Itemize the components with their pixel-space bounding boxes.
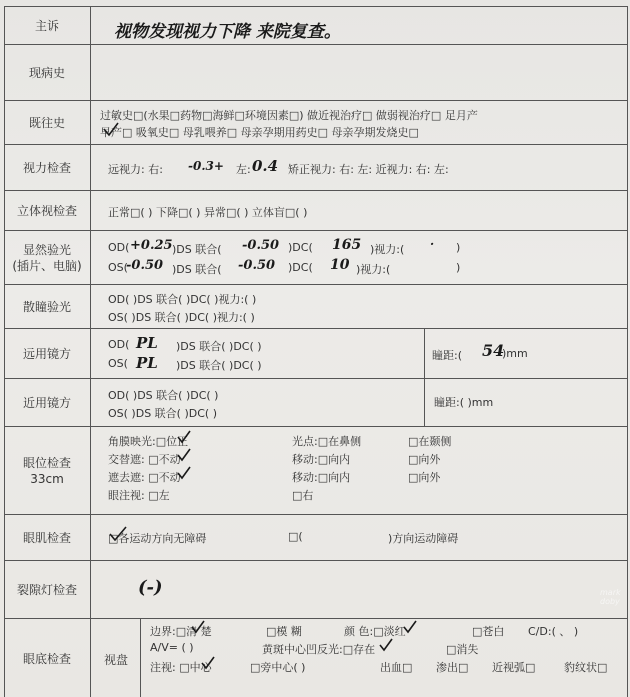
check-mark-icon [176, 465, 192, 481]
manifest-os-sphere: -0.50 [126, 258, 164, 273]
fundus-exudate: 渗出□ [436, 661, 469, 674]
row-present-illness [4, 44, 628, 101]
manifest-od-dc: )DC( [288, 241, 313, 254]
near-od: OD( )DS 联合( )DC( ) [108, 389, 219, 402]
check-mark-icon [102, 121, 120, 137]
distance-od-value: PL [136, 334, 158, 352]
cycloplegic-od: OD( )DS 联合( )DC( )视力:( ) [108, 293, 257, 306]
row-eye-position [4, 426, 628, 515]
present-illness-label: 现病史 [4, 45, 91, 101]
vision-far-right-prefix: 远视力: 右: [108, 163, 163, 176]
vision-label: 视力检查 [4, 145, 91, 191]
chief-complaint-handwriting: 视物发现视力下降 来院复查。 [114, 22, 341, 42]
check-mark-icon [200, 655, 216, 671]
fundus-tessellated: 豹纹状□ [564, 661, 608, 674]
row-slit-lamp [4, 560, 628, 619]
row-distance-prescription [4, 328, 628, 379]
check-mark-icon [176, 447, 192, 463]
watermark-logo: mark doby [600, 588, 621, 606]
position-alt-move-in: 移动:□向内 [292, 453, 351, 466]
distance-pd-unit: )mm [502, 347, 528, 360]
manifest-refraction-label-text: 显然验光 (插片、电脑) [12, 243, 82, 273]
manifest-os-ds: )DS 联合( [172, 263, 222, 276]
near-pd: 瞳距:( )mm [434, 396, 494, 409]
position-alt-move-out: □向外 [408, 453, 441, 466]
slit-lamp-value: (-) [138, 577, 163, 598]
check-mark-icon [190, 619, 206, 635]
near-os: OS( )DS 联合( )DC( ) [108, 407, 217, 420]
manifest-od-va: · [430, 237, 435, 251]
past-history-line1: 过敏史□(水果□药物□海鲜□环境因素□) 做近视治疗□ 做弱视治疗□ 足月产 [100, 109, 478, 122]
fundus-cd-ratio: C/D:( 、 ) [528, 625, 579, 638]
fundus-fixation-eccentric: □旁中心( ) [250, 661, 306, 674]
distance-os-value: PL [136, 354, 158, 372]
position-light-spot: 光点:□在鼻侧 [292, 435, 362, 448]
vision-far-right-value: -0.3+ [188, 159, 224, 173]
chief-complaint-label: 主诉 [4, 7, 91, 45]
row-fundus [4, 618, 628, 697]
row-past-history [4, 100, 628, 145]
fundus-av-ratio: A/V= ( ) [150, 641, 194, 654]
distance-os-rest: )DS 联合( )DC( ) [176, 359, 262, 372]
vision-far-left-value: 0.4 [252, 157, 279, 175]
check-mark-icon [378, 637, 394, 653]
muscle-restriction-close: )方向运动障碍 [388, 532, 459, 545]
check-mark-icon [402, 619, 418, 635]
distance-pd-divider [424, 329, 425, 379]
fundus-margin-blurred: □模 糊 [266, 625, 302, 638]
row-eye-muscle [4, 514, 628, 561]
distance-os-prefix: OS( [108, 357, 128, 370]
row-near-prescription [4, 378, 628, 427]
fundus-myopic-crescent: 近视弧□ [492, 661, 536, 674]
fundus-sub-divider [140, 619, 141, 697]
slit-lamp-label: 裂隙灯检查 [4, 561, 91, 619]
past-history-label: 既往史 [4, 101, 91, 145]
distance-pd-value: 54 [482, 341, 505, 360]
position-temporal: □在颞侧 [408, 435, 452, 448]
past-history-line2: 早产□ 吸氧史□ 母乳喂养□ 母亲孕期用药史□ 母亲孕期发烧史□ [100, 126, 419, 139]
near-pd-divider [424, 379, 425, 427]
row-manifest-refraction [4, 230, 628, 285]
cycloplegic-os: OS( )DS 联合( )DC( )视力:( ) [108, 311, 255, 324]
eye-position-label-text: 眼位检查 33cm [22, 456, 71, 486]
manifest-od-cylinder: -0.50 [242, 238, 280, 253]
manifest-os-dc: )DC( [288, 261, 313, 274]
manifest-refraction-label [4, 231, 91, 285]
position-cu-move-out: □向外 [408, 471, 441, 484]
fundus-hemorrhage: 出血□ [380, 661, 413, 674]
position-cu-move-in: 移动:□向内 [292, 471, 351, 484]
manifest-od-sphere: +0.25 [130, 238, 173, 253]
manifest-os-prefix: OS( [108, 261, 128, 274]
fundus-macular-absent: □消失 [446, 643, 479, 656]
check-mark-icon [108, 525, 128, 543]
fundus-optic-disc-label: 视盘 [104, 653, 129, 667]
position-fixation-right: □右 [292, 489, 314, 502]
distance-prescription-label: 远用镜方 [4, 329, 91, 379]
check-mark-icon [176, 429, 192, 445]
row-vision [4, 144, 628, 191]
manifest-od-close: ) [456, 241, 461, 254]
fundus-label: 眼底检查 [4, 619, 91, 697]
manifest-os-axis: 10 [330, 257, 350, 273]
row-cycloplegic-refraction [4, 284, 628, 329]
muscle-restriction-open: □( [288, 530, 303, 543]
stereo-label: 立体视检查 [4, 191, 91, 231]
eye-muscle-label: 眼肌检查 [4, 515, 91, 561]
manifest-od-ds: )DS 联合( [172, 243, 222, 256]
manifest-os-close: ) [456, 261, 461, 274]
manifest-os-va-prefix: )视力:( [356, 263, 391, 276]
distance-od-prefix: OD( [108, 338, 130, 351]
fundus-macular-present: 黄斑中心凹反光:□存在 [262, 643, 376, 656]
manifest-od-va-prefix: )视力:( [370, 243, 405, 256]
vision-corrected-near: 矫正视力: 右: 左: 近视力: 右: 左: [288, 163, 449, 176]
eye-position-label [4, 427, 91, 515]
vision-far-left-prefix: 左: [236, 163, 251, 176]
position-corneal-reflex: 角膜映光:□位正 [108, 435, 189, 448]
fundus-fixation-central: 注视: □中心 [150, 661, 212, 674]
fundus-margin-clear: 边界:□清 楚 [150, 625, 212, 638]
row-chief-complaint [4, 6, 628, 45]
manifest-od-axis: 165 [332, 237, 362, 253]
distance-pd-label: 瞳距:( [432, 349, 462, 362]
fundus-color-pink: 颜 色:□淡红 [344, 625, 406, 638]
position-fixation-left: 眼注视: □左 [108, 489, 170, 502]
stereo-options: 正常□( ) 下降□( ) 异常□( ) 立体盲□( ) [108, 206, 308, 219]
fundus-color-pale: □苍白 [472, 625, 505, 638]
cycloplegic-label: 散瞳验光 [4, 285, 91, 329]
position-cover-uncover: 遮去遮: □不动 [108, 471, 181, 484]
distance-od-rest: )DS 联合( )DC( ) [176, 340, 262, 353]
manifest-od-prefix: OD( [108, 241, 130, 254]
position-alternate-cover: 交替遮: □不动 [108, 453, 181, 466]
muscle-no-restriction: □各运动方向无障碍 [108, 532, 207, 545]
row-stereo [4, 190, 628, 231]
near-prescription-label: 近用镜方 [4, 379, 91, 427]
manifest-os-cylinder: -0.50 [238, 258, 276, 273]
